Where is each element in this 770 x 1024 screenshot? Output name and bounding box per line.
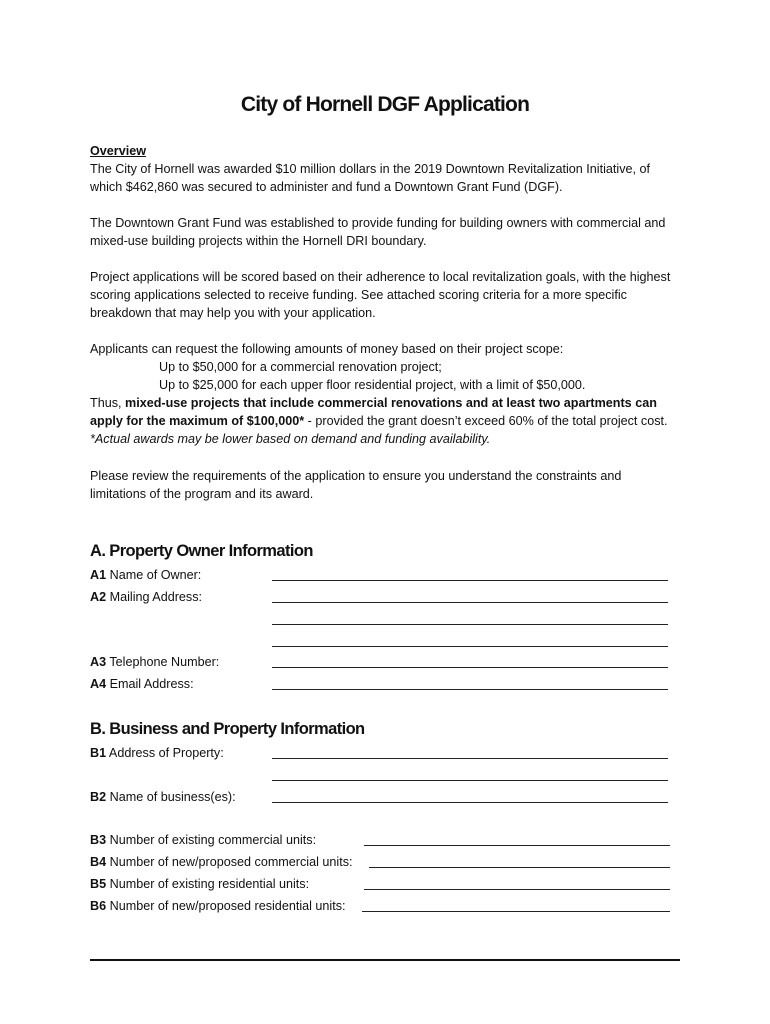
funding-item-residential: Up to $25,000 for each upper floor residential project, with a limit of $50,000.	[159, 378, 586, 392]
funding-item-commercial: Up to $50,000 for a commercial renovation project;	[159, 360, 442, 374]
overview-paragraph-5: Please review the requirements of the application to ensure you understand the constraints and limitations of the program and its award.	[90, 469, 622, 501]
mailing-address-input-line-2[interactable]	[272, 624, 668, 625]
proposed-commercial-units-input-line[interactable]	[369, 867, 670, 868]
field-b5-label: B5 Number of existing residential units:	[90, 877, 310, 891]
telephone-input-line[interactable]	[272, 667, 668, 668]
overview-paragraph-1: The City of Hornell was awarded $10 million dollars in the 2019 Downtown Revitalization Initiative, of which $462,860 was secured to administer and fund a Downtown Grant Fund (DGF).	[90, 162, 651, 194]
funding-summary-bold: mixed-use projects that include commercial renovations and at least two apartments can apply for the maximum of $100,000*	[90, 396, 657, 428]
existing-commercial-units-input-line[interactable]	[364, 845, 670, 846]
mailing-address-input-line-3[interactable]	[272, 646, 668, 647]
funding-summary-note: *Actual awards may be lower based on demand and funding availability.	[90, 432, 491, 446]
field-a3-label: A3 Telephone Number:	[90, 655, 220, 669]
property-address-input-line-1[interactable]	[272, 758, 668, 759]
field-b4-label: B4 Number of new/proposed commercial units:	[90, 855, 353, 869]
field-a2-label: A2 Mailing Address:	[90, 590, 203, 604]
section-a-title: A. Property Owner Information	[90, 542, 313, 560]
funding-amounts-paragraph	[90, 340, 680, 448]
funding-intro: Applicants can request the following amounts of money based on their project scope:	[90, 342, 564, 356]
overview-heading: Overview	[90, 144, 147, 158]
field-a1-label: A1 Name of Owner:	[90, 568, 202, 582]
field-b3-label: B3 Number of existing commercial units:	[90, 833, 317, 847]
funding-summary	[90, 394, 680, 448]
footer-divider	[90, 959, 680, 961]
property-address-input-line-2[interactable]	[272, 780, 668, 781]
field-b6-label: B6 Number of new/proposed residential units:	[90, 899, 346, 913]
funding-summary-rest: - provided the grant doesn’t exceed 60% of the total project cost.	[304, 414, 668, 428]
overview-paragraph-3: Project applications will be scored based on their adherence to local revitalization goals, with the highest scoring applications selected to receive funding. See attached scoring criteria for a more specific breakdown that may help you with your application.	[90, 270, 671, 320]
page-title: City of Hornell DGF Application	[240, 93, 530, 116]
overview-paragraph-2: The Downtown Grant Fund was established to provide funding for building owners with commercial and mixed-use building projects within the Hornell DRI boundary.	[90, 216, 666, 248]
owner-name-input-line[interactable]	[272, 580, 668, 581]
business-name-input-line[interactable]	[272, 802, 668, 803]
existing-residential-units-input-line[interactable]	[364, 889, 670, 890]
funding-summary-lead: Thus,	[90, 396, 125, 410]
field-b2-label: B2 Name of business(es):	[90, 790, 236, 804]
proposed-residential-units-input-line[interactable]	[362, 911, 670, 912]
section-b-title: B. Business and Property Information	[90, 720, 365, 738]
field-b1-label: B1 Address of Property:	[90, 746, 224, 760]
field-a4-label: A4 Email Address:	[90, 677, 194, 691]
mailing-address-input-line-1[interactable]	[272, 602, 668, 603]
email-input-line[interactable]	[272, 689, 668, 690]
